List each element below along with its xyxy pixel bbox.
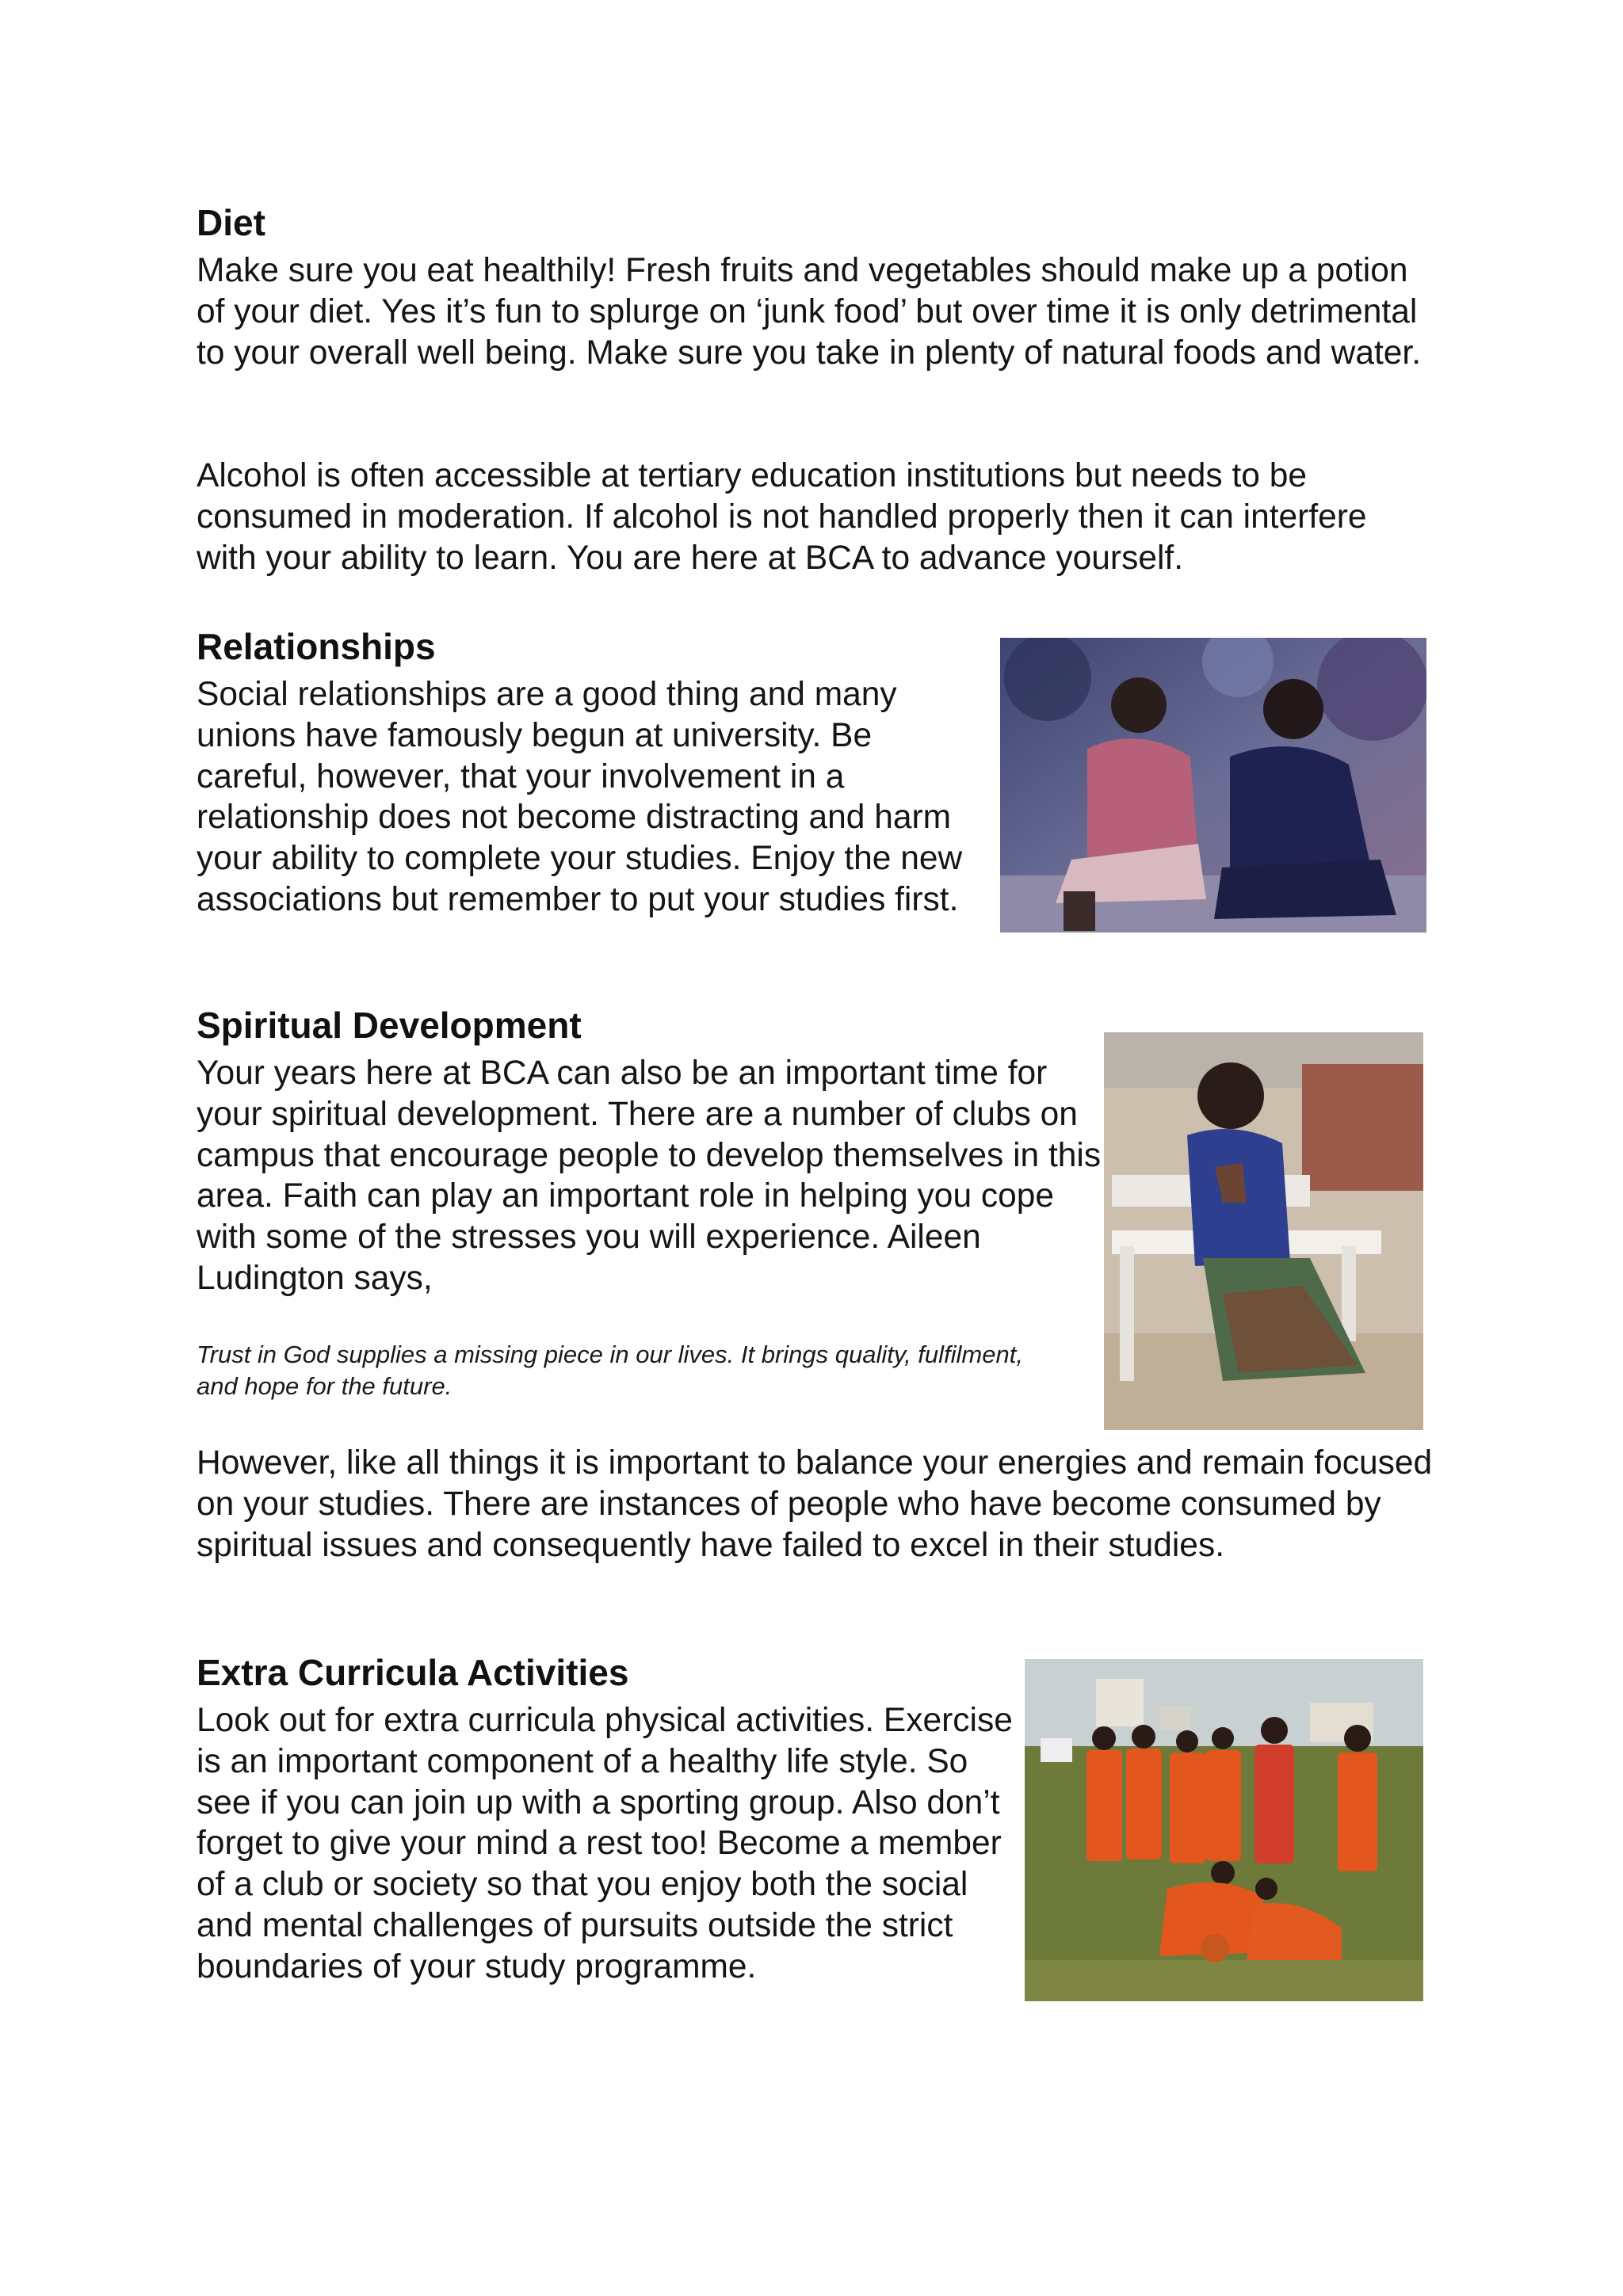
extra-curricula-heading: Extra Curricula Activities xyxy=(197,1652,629,1693)
ludington-quote: Trust in God supplies a missing piece in our lives. It brings quality, fulfilment, and hope for the future. xyxy=(197,1341,1023,1400)
relationships-paragraph: Social relationships are a good thing and many unions have famously begun at university. Be careful, however, that your involvement in a relationship does not become distracting and harm your ability to complete your studies. Enjoy the new associations but remember to put your studies first. xyxy=(197,676,963,918)
couple-photo xyxy=(1000,638,1426,933)
spiritual-paragraph-2: However, like all things it is important to balance your energies and remain focused on your studies. There are instances of people who have become consumed by spiritual issues and consequently have failed to excel in their studies. xyxy=(197,1444,1433,1564)
praying-woman-photo xyxy=(1104,1032,1423,1430)
sports-team-photo xyxy=(1025,1659,1423,2001)
relationships-heading: Relationships xyxy=(197,626,436,667)
diet-paragraph-2: Alcohol is often accessible at tertiary education institutions but needs to be consumed in moderation. If alcohol is not handled properly then it can interfere with your ability to learn. You are here at BCA to advance yourself. xyxy=(197,457,1367,577)
spiritual-heading: Spiritual Development xyxy=(197,1005,582,1046)
diet-heading: Diet xyxy=(197,202,265,243)
extra-curricula-paragraph: Look out for extra curricula physical activities. Exercise is an important component of a healthy life style. So see if you can join up with a sporting group. Also don’t forget to give your mind a rest too! Become a member of a club or society so that you enjoy both the social and mental challenges of pursuits outside the strict boundaries of your study programme. xyxy=(197,1702,1013,1985)
diet-paragraph-1: Make sure you eat healthily! Fresh fruits and vegetables should make up a potion of your diet. Yes it’s fun to splurge on ‘junk food’ but over time it is only detrimental to your overall well being. Make sure you take in plenty of natural foods and water. xyxy=(197,252,1422,372)
spiritual-paragraph-1: Your years here at BCA can also be an important time for your spiritual development. There are a number of clubs on campus that encourage people to develop themselves in this area. Faith can play an important role in helping you cope with some of the stresses you will experience. Aileen Ludington says, xyxy=(197,1055,1102,1297)
